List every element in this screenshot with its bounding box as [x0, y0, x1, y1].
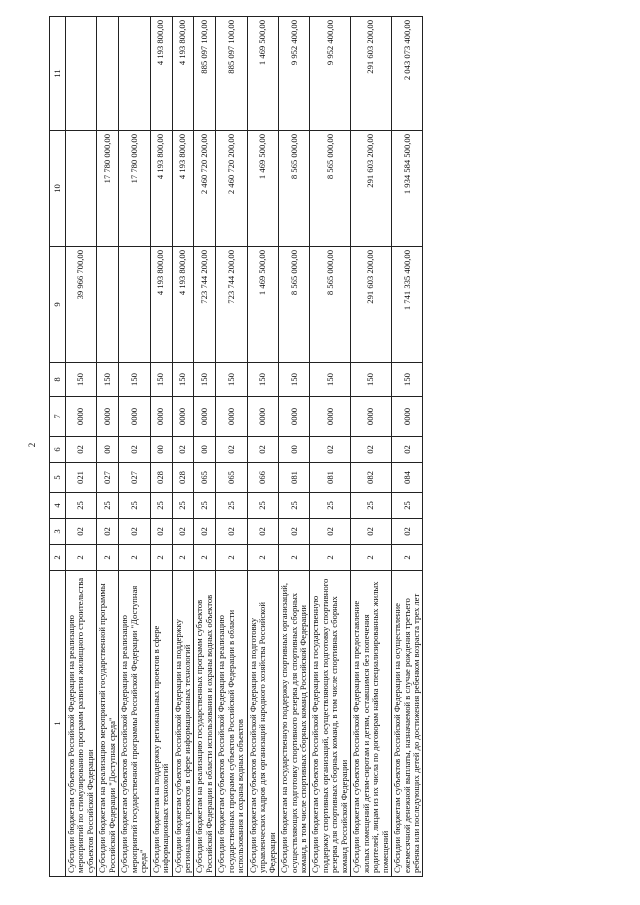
table-cell: 39 966 700,00: [66, 247, 97, 363]
table-cell: [66, 131, 97, 247]
table-cell: 02: [310, 437, 351, 463]
column-header: 11: [50, 17, 66, 131]
table-cell: 2 460 720 200,00: [194, 131, 216, 247]
table-cell: 8 565 000,00: [310, 131, 351, 247]
table-cell: 25: [216, 493, 247, 519]
table-cell: 17 780 000,00: [119, 131, 150, 247]
table-cell: 25: [310, 493, 351, 519]
table-row: [310, 17, 351, 877]
table-cell: 25: [392, 493, 423, 519]
column-header: 4: [50, 493, 66, 519]
table-cell: 1 469 500,00: [247, 247, 278, 363]
table-cell: 02: [66, 437, 97, 463]
table-row: [279, 17, 310, 877]
table-cell: 02: [97, 519, 119, 545]
table-cell: 02: [310, 519, 351, 545]
table-cell: 8 565 000,00: [279, 247, 310, 363]
table-cell: 02: [216, 437, 247, 463]
table-cell: 2 043 073 400,00: [392, 17, 423, 131]
row-description: Субсидии бюджетам субъектов Российской Федерации на подготовку управленческих кадров для организаций народного хозяйства Российской Федерации: [247, 571, 278, 877]
table-cell: [97, 247, 119, 363]
table-cell: 1 934 584 500,00: [392, 131, 423, 247]
table-cell: 25: [279, 493, 310, 519]
table-cell: [66, 17, 97, 131]
table-cell: 291 603 200,00: [351, 131, 392, 247]
table-cell: 02: [119, 437, 150, 463]
table-cell: 2: [216, 545, 247, 571]
table-cell: 885 097 100,00: [216, 17, 247, 131]
table-row: [172, 17, 194, 877]
column-header: 1: [50, 571, 66, 877]
table-cell: 25: [150, 493, 172, 519]
table-cell: 2: [194, 545, 216, 571]
table-row: [392, 17, 423, 877]
row-description: Субсидии бюджетам субъектов Российской Федерации на осуществление ежемесячной денежной выплаты, назначаемой в случае рождения третьего ребенка или последующих детей до достижения ребенком возраста трех лет: [392, 571, 423, 877]
table-cell: 150: [150, 363, 172, 397]
table-row: [216, 17, 247, 877]
table-body: [66, 17, 423, 877]
table-cell: 0000: [310, 397, 351, 437]
table-cell: 00: [194, 437, 216, 463]
table-cell: 2: [310, 545, 351, 571]
table-cell: 4 193 800,00: [150, 131, 172, 247]
table-cell: 02: [279, 519, 310, 545]
table-cell: 9 952 400,00: [310, 17, 351, 131]
table-row: [150, 17, 172, 877]
table-cell: 081: [310, 463, 351, 493]
column-header: 7: [50, 397, 66, 437]
table-cell: 2: [279, 545, 310, 571]
table-cell: 028: [172, 463, 194, 493]
table-cell: 00: [279, 437, 310, 463]
table-cell: 02: [392, 437, 423, 463]
row-description: Субсидии бюджетам субъектов Российской Федерации на реализацию мероприятий государственной программы Российской Федерации "Доступная среда": [119, 571, 150, 877]
table-cell: 25: [66, 493, 97, 519]
table-cell: 150: [392, 363, 423, 397]
column-header: 6: [50, 437, 66, 463]
row-description: Субсидии бюджетам на реализацию мероприятий государственной программы Российской Федерации "Доступная среда": [97, 571, 119, 877]
column-header: 10: [50, 131, 66, 247]
table-cell: 0000: [172, 397, 194, 437]
table-cell: 0000: [194, 397, 216, 437]
table-cell: 25: [194, 493, 216, 519]
table-cell: 4 193 800,00: [150, 247, 172, 363]
row-description: Субсидии бюджетам субъектов Российской Федерации на предоставление жилых помещений детям-сиротам и детям, оставшимся без попечения родителей, лицам из их числа по договорам найма специализированных жилых помещений: [351, 571, 392, 877]
table-cell: 150: [66, 363, 97, 397]
row-description: Субсидии бюджетам субъектов Российской Федерации на реализацию государственных программ субъектов Российской Федерации в области использования и охраны водных объектов: [216, 571, 247, 877]
table-cell: 02: [392, 519, 423, 545]
table-cell: 0000: [216, 397, 247, 437]
table-header-row: [50, 17, 66, 877]
table-cell: 02: [247, 437, 278, 463]
column-header: 2: [50, 545, 66, 571]
column-header: 8: [50, 363, 66, 397]
column-header: 9: [50, 247, 66, 363]
table-cell: 885 097 100,00: [194, 17, 216, 131]
table-cell: [97, 17, 119, 131]
table-cell: 25: [247, 493, 278, 519]
row-description: Субсидии бюджетам субъектов Российской Федерации на поддержку региональных проектов в сфере информационных технологий: [172, 571, 194, 877]
table-cell: 2: [66, 545, 97, 571]
table-cell: 0000: [392, 397, 423, 437]
page-number: 2: [27, 442, 37, 448]
table-cell: 2: [119, 545, 150, 571]
table-cell: 021: [66, 463, 97, 493]
table-cell: 2: [97, 545, 119, 571]
table-cell: 2: [392, 545, 423, 571]
table-cell: 1 469 500,00: [247, 131, 278, 247]
table-cell: 066: [247, 463, 278, 493]
table-cell: 2: [247, 545, 278, 571]
table-cell: 723 744 200,00: [194, 247, 216, 363]
table-cell: 150: [216, 363, 247, 397]
table-cell: 02: [247, 519, 278, 545]
table-cell: 0000: [97, 397, 119, 437]
table-cell: 9 952 400,00: [279, 17, 310, 131]
table-cell: 8 565 000,00: [279, 131, 310, 247]
table-cell: 8 565 000,00: [310, 247, 351, 363]
table-cell: 00: [97, 437, 119, 463]
table-cell: 02: [66, 519, 97, 545]
table-cell: 150: [194, 363, 216, 397]
table-cell: 0000: [247, 397, 278, 437]
table-cell: 02: [150, 519, 172, 545]
table-cell: 0000: [150, 397, 172, 437]
table-cell: 081: [279, 463, 310, 493]
table-cell: 4 193 800,00: [172, 247, 194, 363]
table-row: [66, 17, 97, 877]
table-cell: 0000: [66, 397, 97, 437]
table-cell: 028: [150, 463, 172, 493]
table-cell: 150: [351, 363, 392, 397]
table-cell: 065: [216, 463, 247, 493]
table-cell: 4 193 800,00: [172, 17, 194, 131]
table-cell: 082: [351, 463, 392, 493]
table-cell: 25: [119, 493, 150, 519]
table-cell: 4 193 800,00: [150, 17, 172, 131]
row-description: Субсидии бюджетам на реализацию государственных программ субъектов Российской Федерации в области использования и охраны водных объектов: [194, 571, 216, 877]
table-cell: [119, 17, 150, 131]
table-cell: 150: [310, 363, 351, 397]
column-header: 3: [50, 519, 66, 545]
table-cell: 02: [194, 519, 216, 545]
column-header: 5: [50, 463, 66, 493]
table-row: [351, 17, 392, 877]
table-row: [194, 17, 216, 877]
table-cell: 150: [172, 363, 194, 397]
row-description: Субсидии бюджетам на поддержку региональных проектов в сфере информационных технологий: [150, 571, 172, 877]
table-cell: 02: [119, 519, 150, 545]
table-row: [97, 17, 119, 877]
table-row: [119, 17, 150, 877]
table-cell: 02: [172, 519, 194, 545]
budget-table: [49, 16, 423, 877]
table-cell: 027: [97, 463, 119, 493]
table-row: [247, 17, 278, 877]
table-cell: 150: [97, 363, 119, 397]
table-cell: 084: [392, 463, 423, 493]
table-cell: 065: [194, 463, 216, 493]
table-cell: [119, 247, 150, 363]
table-cell: 4 193 800,00: [172, 131, 194, 247]
table-cell: 25: [172, 493, 194, 519]
table-cell: 02: [172, 437, 194, 463]
row-description: Субсидии бюджетам на государственную поддержку спортивных организаций, осуществляющих подготовку спортивного резерва для спортивных сборных команд, в том числе спортивных сборных команд Российской Федерации: [279, 571, 310, 877]
table-cell: 150: [247, 363, 278, 397]
table-cell: 291 603 200,00: [351, 17, 392, 131]
row-description: Субсидии бюджетам субъектов Российской Федерации на реализацию мероприятий по стимулированию программ развития жилищного строительства субъектов Российской Федерации: [66, 571, 97, 877]
table-cell: 00: [150, 437, 172, 463]
table-cell: 1 469 500,00: [247, 17, 278, 131]
table-cell: 027: [119, 463, 150, 493]
table-cell: 02: [351, 519, 392, 545]
table-cell: 291 603 200,00: [351, 247, 392, 363]
table-cell: 0000: [279, 397, 310, 437]
table-cell: 150: [119, 363, 150, 397]
table-cell: 2: [150, 545, 172, 571]
table-cell: 2 460 720 200,00: [216, 131, 247, 247]
row-description: Субсидии бюджетам субъектов Российской Федерации на государственную поддержку спортивных организаций, осуществляющих подготовку спортивного резерва для спортивных сборных команд, в том числе спортивных сборных команд Российской Федерации: [310, 571, 351, 877]
table-cell: 0000: [119, 397, 150, 437]
table-cell: 25: [351, 493, 392, 519]
table-cell: 723 744 200,00: [216, 247, 247, 363]
table-cell: 0000: [351, 397, 392, 437]
table-cell: 1 741 335 400,00: [392, 247, 423, 363]
table-cell: 2: [351, 545, 392, 571]
table-cell: 25: [97, 493, 119, 519]
table-cell: 02: [216, 519, 247, 545]
table-cell: 17 780 000,00: [97, 131, 119, 247]
table-cell: 02: [351, 437, 392, 463]
table-cell: 2: [172, 545, 194, 571]
table-cell: 150: [279, 363, 310, 397]
